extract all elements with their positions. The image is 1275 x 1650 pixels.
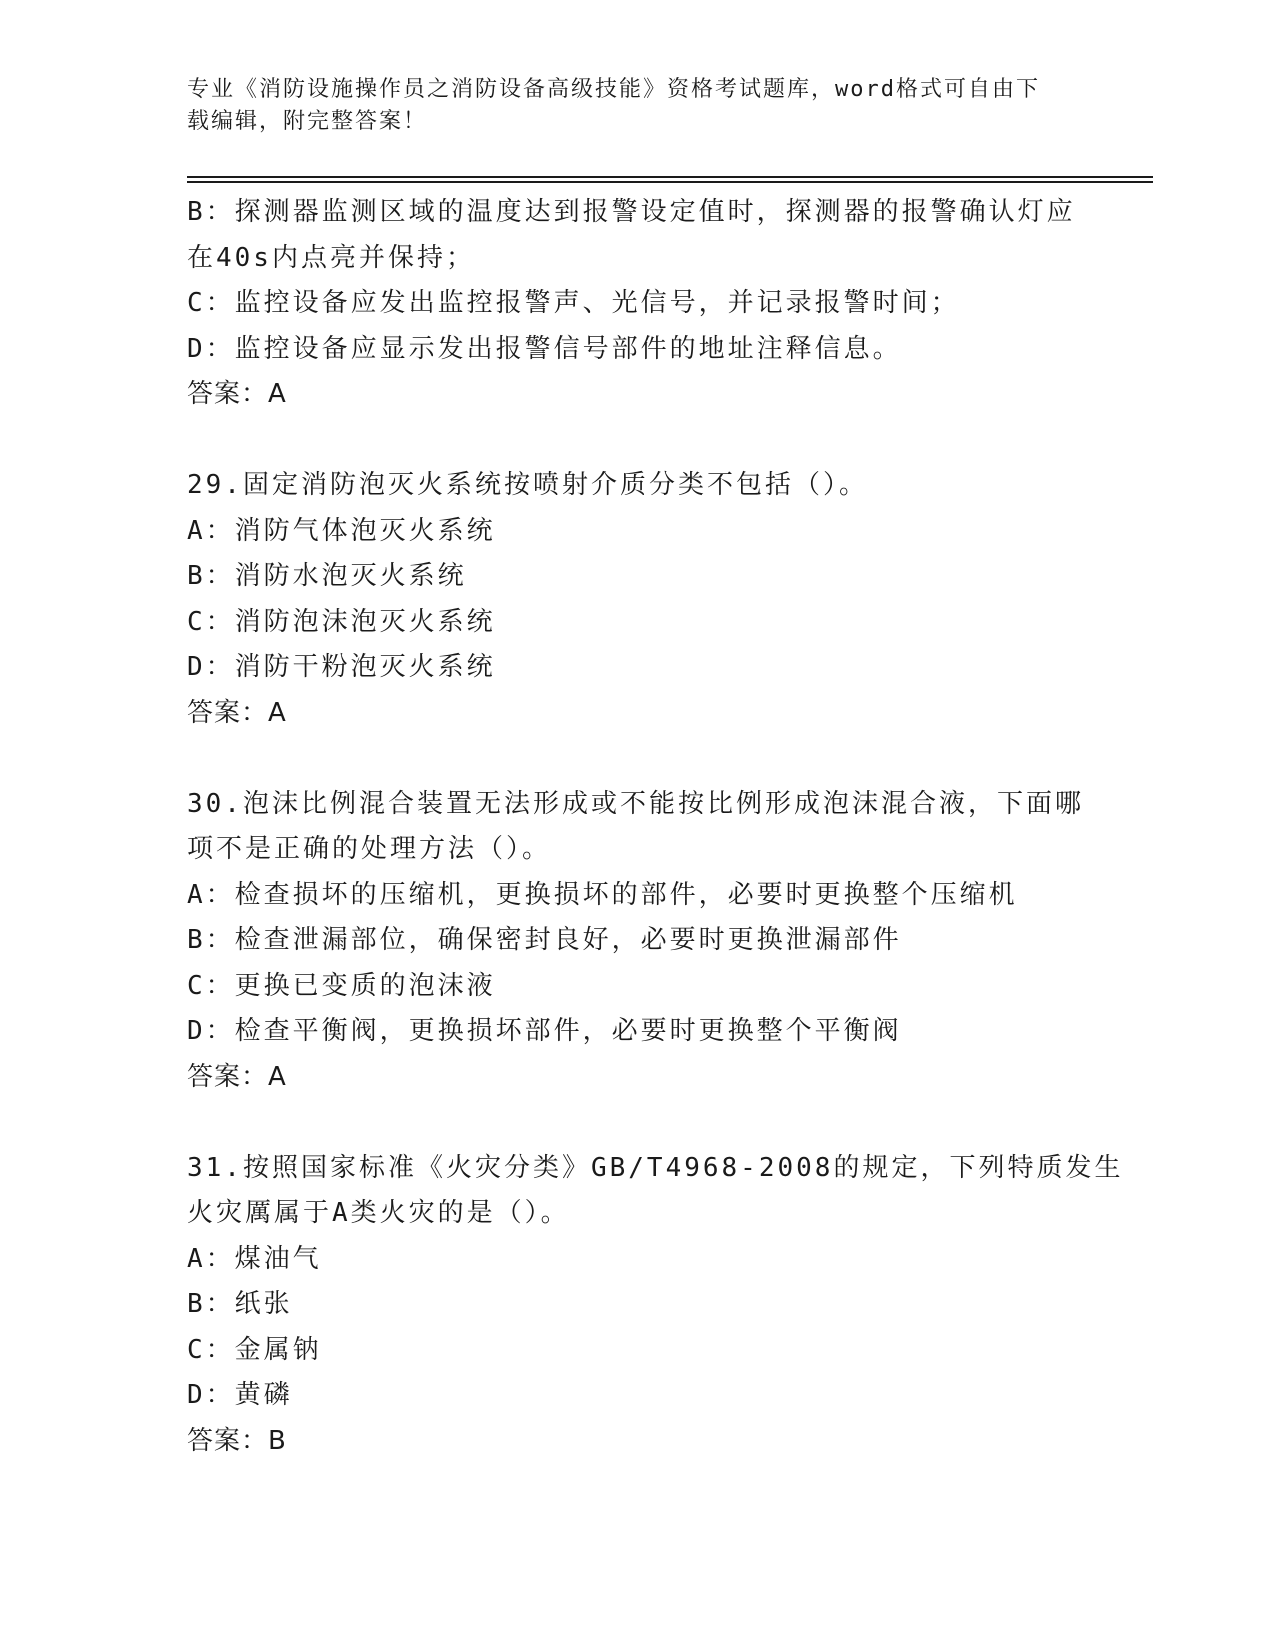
spacer: [187, 736, 1087, 782]
answer-line: 答案：B: [187, 1425, 287, 1456]
option-b-continued: 在40s内点亮并保持；: [187, 242, 475, 273]
spacer: [187, 418, 1087, 464]
option-b: B：纸张: [187, 1289, 293, 1319]
answer-line: 答案：A: [187, 697, 287, 728]
question-block-29: [187, 463, 1087, 736]
question-block-30: [187, 782, 1087, 1101]
question-stem-continued: 项不是正确的处理方法（）。: [187, 834, 552, 864]
option-c: C：监控设备应发出监控报警声、光信号，并记录报警时间；: [187, 288, 960, 318]
option-b: B：检查泄漏部位，确保密封良好，必要时更换泄漏部件: [187, 925, 902, 955]
option-b: B：消防水泡灭火系统: [187, 561, 467, 591]
option-c: C：消防泡沫泡灭火系统: [187, 606, 496, 637]
question-stem: 29.固定消防泡灭火系统按喷射介质分类不包括（）。: [187, 470, 868, 500]
header-divider-bottom: [187, 181, 1153, 183]
option-b: B：探测器监测区域的温度达到报警设定值时，探测器的报警确认灯应: [187, 197, 1076, 227]
answer-line: 答案：A: [187, 1061, 287, 1092]
question-stem-continued: 火灾厲属于A类火灾的是（）。: [187, 1198, 570, 1228]
option-a: A：检查损坏的压缩机，更换损坏的部件，必要时更换整个压缩机: [187, 879, 1018, 910]
header-line-2: 载编辑，附完整答案！: [187, 109, 428, 134]
option-a: A：煤油气: [187, 1243, 322, 1274]
header-line-1: 专业《消防设施操作员之消防设备高级技能》资格考试题库，word格式可自由下: [187, 77, 1040, 102]
question-list: [187, 190, 1124, 1464]
option-d: D：监控设备应显示发出报警信号部件的地址注释信息。: [187, 333, 902, 364]
question-stem: 30.泡沫比例混合装置无法形成或不能按比例形成泡沫混合液，下面哪: [187, 788, 1084, 819]
spacer: [187, 1100, 1087, 1146]
option-d: D：黄磷: [187, 1380, 293, 1410]
option-d: D：检查平衡阀，更换损坏部件，必要时更换整个平衡阀: [187, 1016, 902, 1046]
option-d: D：消防干粉泡灭火系统: [187, 652, 496, 682]
answer-line: 答案：A: [187, 379, 287, 409]
header-divider-top: [187, 176, 1153, 178]
option-c: C：金属钠: [187, 1334, 322, 1365]
question-block-28: [187, 190, 1087, 418]
question-stem: 31.按照国家标准《火灾分类》GB/T4968-2008的规定，下列特质发生: [187, 1152, 1124, 1183]
option-c: C：更换已变质的泡沫液: [187, 970, 496, 1001]
question-block-31: [187, 1146, 1124, 1465]
option-a: A：消防气体泡灭火系统: [187, 515, 496, 546]
document-header: [187, 74, 1067, 138]
